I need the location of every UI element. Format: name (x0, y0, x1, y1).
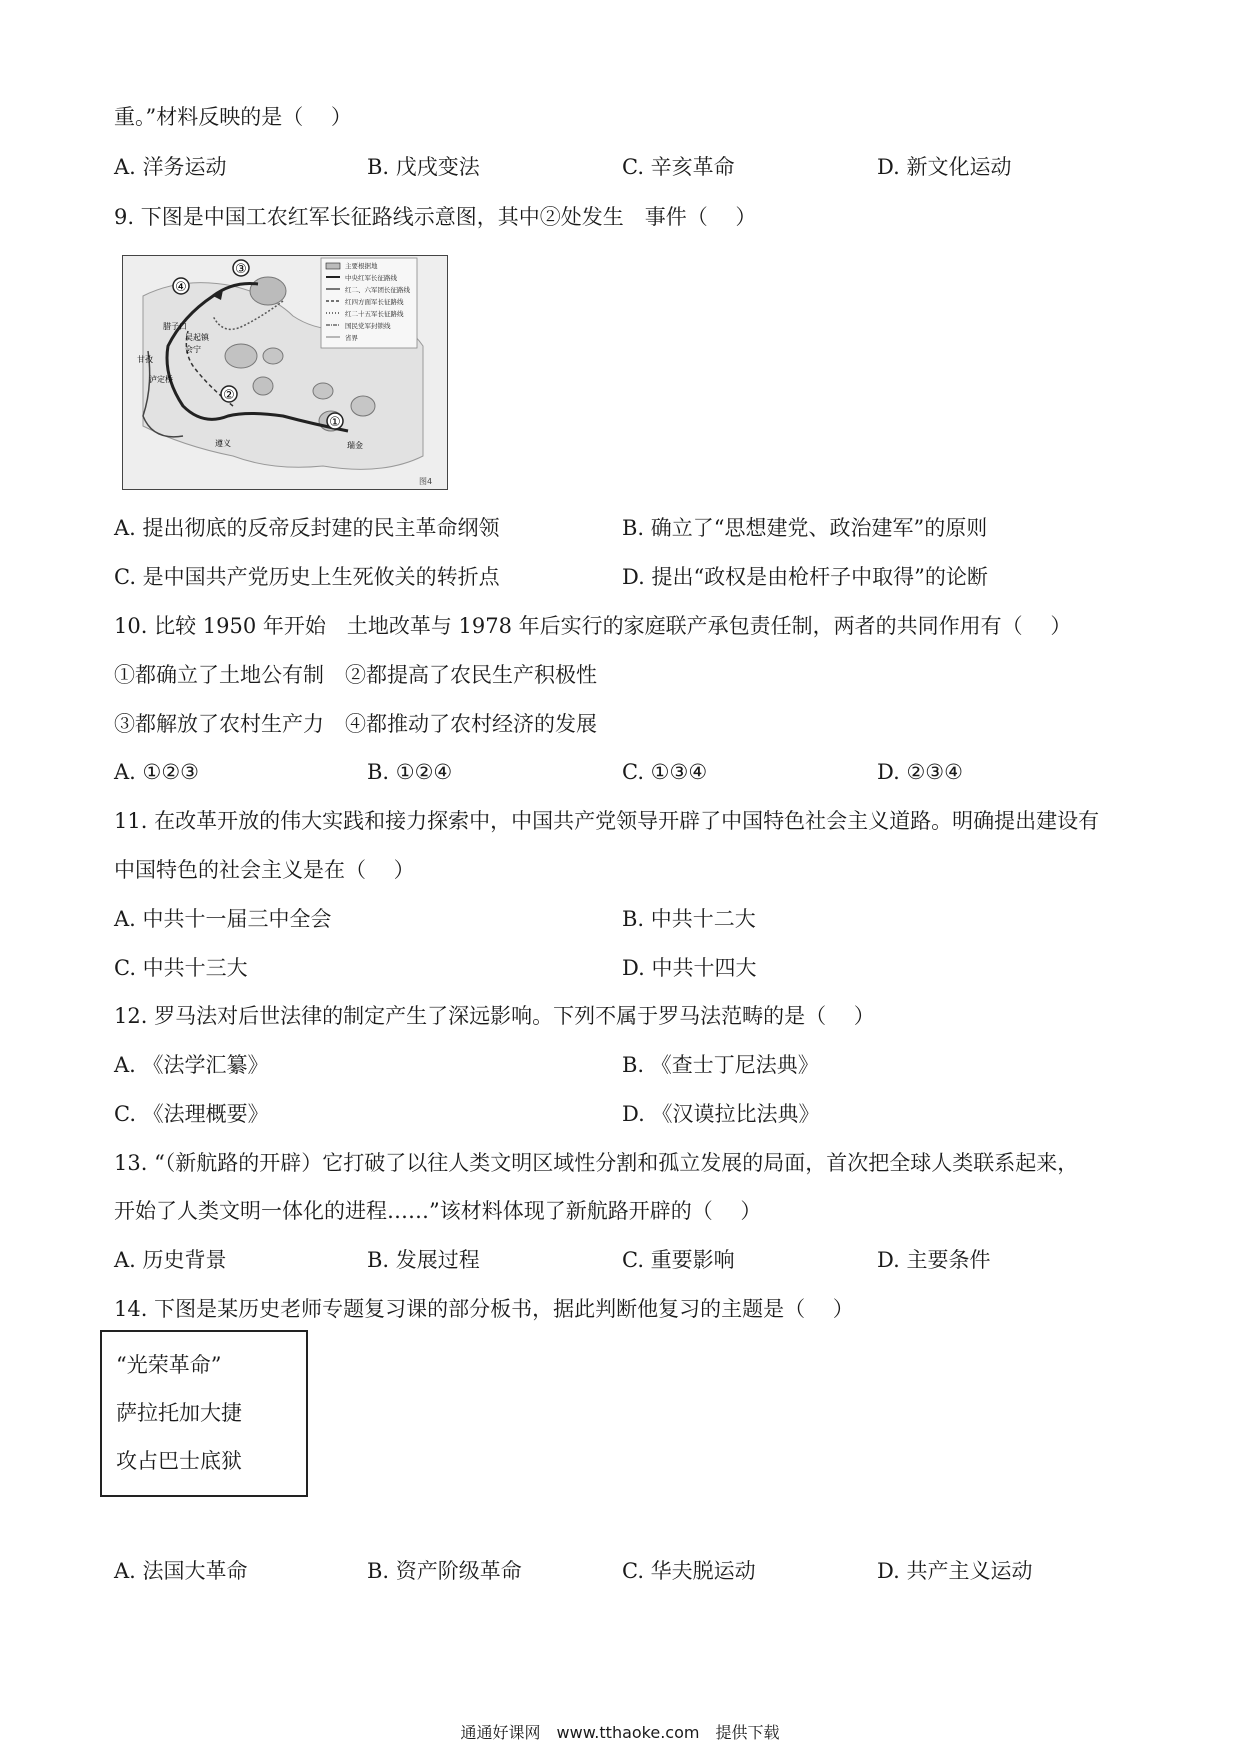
board-line-2: 萨拉托加大捷 (116, 1401, 242, 1425)
blackboard-notes-box (100, 1330, 308, 1497)
map-marker-4: ④ (175, 280, 187, 295)
q13-option-a[interactable]: A. 历史背景 (114, 1248, 227, 1272)
q9-option-c[interactable]: C. 是中国共产党历史上生死攸关的转折点 (114, 565, 500, 589)
q10-option-a[interactable]: A. ①②③ (114, 760, 199, 784)
legend-item-0: 主要根据地 (345, 262, 378, 270)
q8-option-a[interactable]: A. 洋务运动 (114, 155, 227, 179)
q13-option-b[interactable]: B. 发展过程 (367, 1248, 480, 1272)
q14-option-a[interactable]: A. 法国大革命 (114, 1559, 248, 1583)
legend-item-5: 国民党军封锁线 (345, 322, 391, 330)
question-10-items-line-1: ①都确立了土地公有制 ②都提高了农民生产积极性 (114, 663, 597, 687)
q8-option-b[interactable]: B. 戊戌变法 (367, 155, 480, 179)
question-9-stem: 9. 下图是中国工农红军长征路线示意图，其中②处发生 事件（ ） (114, 205, 757, 229)
legend-item-2: 红二、六军团长征路线 (345, 286, 410, 294)
legend-item-4: 红二十五军长征路线 (345, 310, 404, 318)
map-figure-number: 图4 (419, 477, 433, 486)
legend-item-3: 红四方面军长征路线 (345, 298, 404, 306)
board-line-3: 攻占巴士底狱 (116, 1449, 242, 1473)
q13-option-c[interactable]: C. 重要影响 (622, 1248, 735, 1272)
map-label-huining: 会宁 (185, 345, 201, 354)
question-10-stem: 10. 比较 1950 年开始 土地改革与 1978 年后实行的家庭联产承包责任制，两者的共同作用有（ ） (114, 614, 1072, 638)
q9-option-b[interactable]: B. 确立了“思想建党、政治建军”的原则 (622, 516, 988, 540)
q11-option-b[interactable]: B. 中共十二大 (622, 907, 756, 931)
map-label-zunyi: 遵义 (215, 439, 231, 448)
q11-option-a[interactable]: A. 中共十一届三中全会 (114, 907, 332, 931)
question-8-stem-tail: 重。”材料反映的是（ ） (114, 105, 352, 129)
map-label-luding: 泸定桥 (149, 375, 173, 384)
q10-option-d[interactable]: D. ②③④ (877, 760, 963, 784)
q9-option-d[interactable]: D. 提出“政权是由枪杆子中取得”的论断 (622, 565, 988, 589)
map-marker-3: ③ (235, 262, 247, 277)
question-13-stem-line-1: 13. “（新航路的开辟）它打破了以往人类文明区域性分割和孤立发展的局面，首次把全球人类联系起来， (114, 1151, 1079, 1175)
map-label-ganzi: 甘孜 (137, 355, 153, 364)
q11-option-d[interactable]: D. 中共十四大 (622, 956, 757, 980)
q12-option-c[interactable]: C. 《法理概要》 (114, 1102, 269, 1126)
map-marker-1: ① (329, 415, 341, 430)
question-11-stem-line-2: 中国特色的社会主义是在（ ） (114, 858, 415, 882)
page-footer: 通通好课网 www.tthaoke.com 提供下载 (460, 1723, 780, 1742)
map-label-wuqizhen: 吴起镇 (185, 333, 209, 342)
q14-option-b[interactable]: B. 资产阶级革命 (367, 1559, 522, 1583)
question-13-stem-line-2: 开始了人类文明一体化的进程……”该材料体现了新航路开辟的（ ） (114, 1199, 762, 1223)
q8-option-d[interactable]: D. 新文化运动 (877, 155, 1012, 179)
q12-option-a[interactable]: A. 《法学汇纂》 (114, 1053, 269, 1077)
q9-option-a[interactable]: A. 提出彻底的反帝反封建的民主革命纲领 (114, 516, 500, 540)
legend-item-6: 省界 (345, 334, 358, 342)
long-march-map-figure (123, 256, 447, 489)
map-label-ruijin: 瑞金 (347, 441, 363, 450)
map-marker-2: ② (223, 388, 235, 403)
q8-option-c[interactable]: C. 辛亥革命 (622, 155, 735, 179)
q10-option-b[interactable]: B. ①②④ (367, 760, 453, 784)
board-line-1: “光荣革命” (116, 1353, 222, 1377)
question-10-items-line-2: ③都解放了农村生产力 ④都推动了农村经济的发展 (114, 712, 597, 736)
q12-option-d[interactable]: D. 《汉谟拉比法典》 (622, 1102, 820, 1126)
q12-option-b[interactable]: B. 《查士丁尼法典》 (622, 1053, 819, 1077)
q13-option-d[interactable]: D. 主要条件 (877, 1248, 991, 1272)
q14-option-d[interactable]: D. 共产主义运动 (877, 1559, 1033, 1583)
question-12-stem: 12. 罗马法对后世法律的制定产生了深远影响。下列不属于罗马法范畴的是（ ） (114, 1004, 875, 1028)
long-march-map (122, 255, 448, 490)
map-label-lazikou: 腊子口 (163, 322, 187, 331)
q11-option-c[interactable]: C. 中共十三大 (114, 956, 248, 980)
q14-option-c[interactable]: C. 华夫脱运动 (622, 1559, 756, 1583)
q10-option-c[interactable]: C. ①③④ (622, 760, 708, 784)
question-11-stem-line-1: 11. 在改革开放的伟大实践和接力探索中，中国共产党领导开辟了中国特色社会主义道路。明确提出建设有 (114, 809, 1100, 833)
question-14-stem: 14. 下图是某历史老师专题复习课的部分板书，据此判断他复习的主题是（ ） (114, 1297, 854, 1321)
legend-item-1: 中央红军长征路线 (345, 274, 397, 282)
